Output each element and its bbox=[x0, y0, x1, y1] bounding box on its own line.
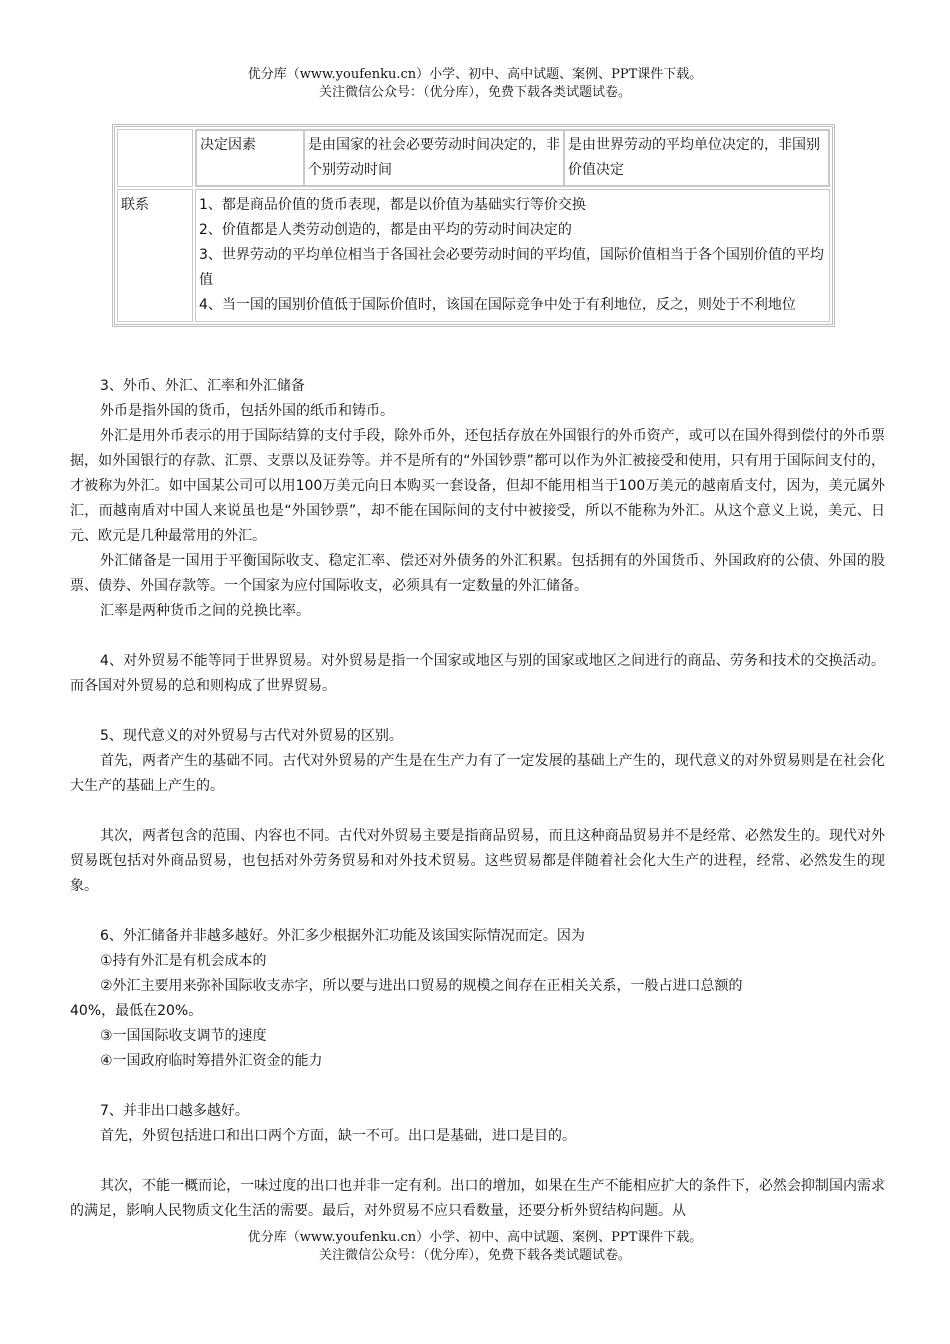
footer-line-2: 关注微信公众号：（优分库），免费下载各类试题试卷。 bbox=[318, 1248, 631, 1263]
section-4-paragraph: 4、对外贸易不能等同于世界贸易。对外贸易是指一个国家或地区与别的国家或地区之间进行的商品、劳务和技术的交换活动。而各国对外贸易的总和则构成了世界贸易。 bbox=[70, 653, 885, 694]
comparison-table bbox=[112, 124, 835, 327]
page-header bbox=[0, 66, 950, 102]
table-row-determinant bbox=[117, 129, 830, 187]
relation-item: 4、当一国的国别价值低于国际价值时，该国在国际竞争中处于有利地位，反之，则处于不利地位 bbox=[199, 297, 796, 313]
list-item: ③一国国际收支调节的速度 bbox=[100, 1028, 267, 1044]
paragraph: 汇率是两种货币之间的兑换比率。 bbox=[100, 603, 310, 619]
paragraph: 外汇是用外币表示的用于国际结算的支付手段，除外币外，还包括存放在外国银行的外币资产，或可以在国外得到偿付的外币票据，如外国银行的存款、汇票、支票以及证券等。并不是所有的“外国钞票”都可以作为外汇被接受和使用，只有用于国际间支付的，才被称为外汇。如中国某公司可以用100万美元向日本购买一套设备，但却不能用相当于100万美元的越南盾支付，因为，美元属外汇，而越南盾对中国人来说虽也是“外国钞票”，却不能在国际间的支付中被接受，所以不能称为外汇。从这个意义上说，美元、日元、欧元是几种最常用的外汇。 bbox=[70, 428, 885, 544]
paragraph: 首先，外贸包括进口和出口两个方面，缺一不可。出口是基础，进口是目的。 bbox=[100, 1128, 576, 1144]
header-line-1: 优分库（www.youfenku.cn）小学、初中、高中试题、案例、PPT课件下载。 bbox=[247, 67, 703, 82]
list-item: ②外汇主要用来弥补国际收支赤字，所以要与进出口贸易的规模之间存在正相关关系，一般占进口总额的 bbox=[100, 978, 743, 994]
table-cell-national-value: 是由国家的社会必要劳动时间决定的，非个别劳动时间 bbox=[304, 130, 564, 186]
table-cell-international-value: 是由世界劳动的平均单位决定的，非国别价值决定 bbox=[564, 130, 829, 186]
table-cell-empty bbox=[117, 129, 193, 187]
section-7-title: 7、并非出口越多越好。 bbox=[100, 1103, 249, 1119]
section-5-title: 5、现代意义的对外贸易与古代对外贸易的区别。 bbox=[100, 728, 403, 744]
paragraph: 外汇储备是一国用于平衡国际收支、稳定汇率、偿还对外债务的外汇积累。包括拥有的外国货币、外国政府的公债、外国的股票、债券、外国存款等。一个国家为应付国际收支，必须具有一定数量的外汇储备。 bbox=[70, 553, 885, 594]
table-cell-relation-content bbox=[195, 189, 830, 322]
table-cell-relation-label: 联系 bbox=[117, 189, 193, 322]
inner-table bbox=[196, 130, 829, 186]
table-row-relation bbox=[117, 189, 830, 322]
relation-item: 1、都是商品价值的货币表现，都是以价值为基础实行等价交换 bbox=[199, 197, 586, 213]
document-body bbox=[70, 374, 885, 1224]
relation-item: 3、世界劳动的平均单位相当于各国社会必要劳动时间的平均值，国际价值相当于各个国别价值的平均值 bbox=[199, 247, 824, 288]
paragraph: 其次，两者包含的范围、内容也不同。古代对外贸易主要是指商品贸易，而且这种商品贸易并不是经常、必然发生的。现代对外贸易既包括对外商品贸易，也包括对外劳务贸易和对外技术贸易。这些贸易都是伴随着社会化大生产的进程，经常、必然发生的现象。 bbox=[70, 828, 885, 894]
page-footer bbox=[0, 1229, 950, 1265]
paragraph: 外币是指外国的货币，包括外国的纸币和铸币。 bbox=[100, 403, 394, 419]
section-3-title: 3、外币、外汇、汇率和外汇储备 bbox=[100, 378, 305, 394]
paragraph: 其次，不能一概而论，一味过度的出口也并非一定有利。出口的增加，如果在生产不能相应扩大的条件下，必然会抑制国内需求的满足，影响人民物质文化生活的需要。最后，对外贸易不应只看数量，还要分析外贸结构问题。从 bbox=[70, 1178, 885, 1219]
table-cell-determinant-group bbox=[195, 129, 830, 187]
list-item: ④一国政府临时筹措外汇资金的能力 bbox=[100, 1053, 323, 1069]
header-line-2: 关注微信公众号：（优分库），免费下载各类试题试卷。 bbox=[318, 85, 631, 100]
table-cell-determinant-label: 决定因素 bbox=[196, 130, 304, 186]
footer-line-1: 优分库（www.youfenku.cn）小学、初中、高中试题、案例、PPT课件下载。 bbox=[247, 1230, 703, 1245]
relation-item: 2、价值都是人类劳动创造的，都是由平均的劳动时间决定的 bbox=[199, 222, 572, 238]
list-item-continuation: 40%，最低在20%。 bbox=[70, 1003, 203, 1019]
list-item: ①持有外汇是有机会成本的 bbox=[100, 953, 267, 969]
section-6-title: 6、外汇储备并非越多越好。外汇多少根据外汇功能及该国实际情况而定。因为 bbox=[100, 928, 585, 944]
paragraph: 首先，两者产生的基础不同。古代对外贸易的产生是在生产力有了一定发展的基础上产生的，现代意义的对外贸易则是在社会化大生产的基础上产生的。 bbox=[70, 753, 885, 794]
